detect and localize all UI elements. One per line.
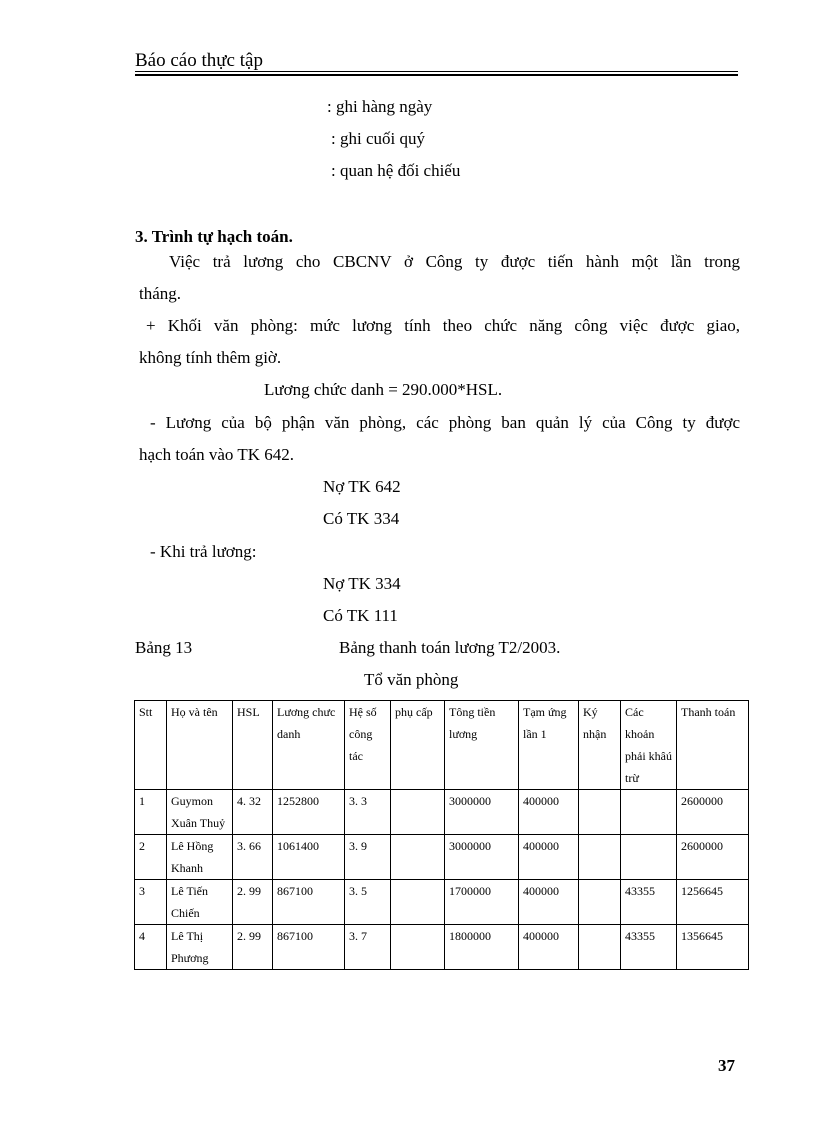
table-cell: 3. 3 bbox=[345, 790, 391, 835]
table-cell: 400000 bbox=[519, 925, 579, 970]
table-cell bbox=[621, 835, 677, 880]
table-cell: 3. 9 bbox=[345, 835, 391, 880]
header-cell: Hệ số công tác bbox=[345, 701, 391, 790]
table-title: Bảng thanh toán lương T2/2003. bbox=[339, 638, 561, 657]
entry-2-debit: Nợ TK 334 bbox=[323, 574, 401, 593]
table-cell: 867100 bbox=[273, 925, 345, 970]
table-cell: 1061400 bbox=[273, 835, 345, 880]
entry-1-debit: Nợ TK 642 bbox=[323, 477, 401, 496]
table-row bbox=[135, 880, 749, 925]
table-cell: 3000000 bbox=[445, 835, 519, 880]
paragraph-3-line-2: hạch toán vào TK 642. bbox=[139, 445, 295, 464]
table-cell bbox=[579, 925, 621, 970]
header-cell: phụ cấp bbox=[391, 701, 445, 790]
paragraph-3-line-1: - Lương của bộ phận văn phòng, các phòng ban quản lý của Công ty được bbox=[150, 413, 740, 432]
table-cell: 400000 bbox=[519, 880, 579, 925]
table-cell: 1356645 bbox=[677, 925, 749, 970]
header-cell: Lương chưc danh bbox=[273, 701, 345, 790]
table-cell: 4 bbox=[135, 925, 167, 970]
table-cell: 1256645 bbox=[677, 880, 749, 925]
table-row bbox=[135, 925, 749, 970]
header-cell: Thanh toán bbox=[677, 701, 749, 790]
entry-2-credit: Có TK 111 bbox=[323, 606, 398, 625]
table-header-row bbox=[135, 701, 749, 790]
table-cell: 3000000 bbox=[445, 790, 519, 835]
header-cell: Ký nhận bbox=[579, 701, 621, 790]
section-heading: 3. Trình tự hạch toán. bbox=[135, 227, 293, 246]
table-cell: 2600000 bbox=[677, 790, 749, 835]
header-rule-thick bbox=[135, 74, 738, 76]
table-cell: 4. 32 bbox=[233, 790, 273, 835]
table-row bbox=[135, 790, 749, 835]
table-cell: 3 bbox=[135, 880, 167, 925]
table-cell bbox=[579, 880, 621, 925]
paragraph-1-line-1: Việc trả lương cho CBCNV ở Công ty được tiến hành một lần trong bbox=[169, 252, 740, 271]
table-cell: 867100 bbox=[273, 880, 345, 925]
table-cell bbox=[391, 835, 445, 880]
table-cell bbox=[621, 790, 677, 835]
header-cell: Stt bbox=[135, 701, 167, 790]
table-label: Bảng 13 bbox=[135, 638, 193, 657]
table-cell: Lê Tiến Chiến bbox=[167, 880, 233, 925]
payroll-table bbox=[134, 700, 749, 970]
salary-formula: Lương chức danh = 290.000*HSL. bbox=[264, 380, 503, 399]
header-cell: Tạm ứng lần 1 bbox=[519, 701, 579, 790]
table-cell bbox=[579, 790, 621, 835]
table-cell: 2. 99 bbox=[233, 925, 273, 970]
table-cell: 3. 5 bbox=[345, 880, 391, 925]
paragraph-4: - Khi trả lương: bbox=[150, 542, 257, 561]
table-cell: 1 bbox=[135, 790, 167, 835]
table-row bbox=[135, 835, 749, 880]
page-number: 37 bbox=[718, 1056, 735, 1075]
legend-item-quarterly: : ghi cuối quý bbox=[331, 129, 425, 148]
table-cell: 1800000 bbox=[445, 925, 519, 970]
table-cell: 1252800 bbox=[273, 790, 345, 835]
legend-item-daily: : ghi hàng ngày bbox=[327, 97, 433, 116]
table-cell bbox=[391, 925, 445, 970]
table-cell: Lê Hồng Khanh bbox=[167, 835, 233, 880]
table-cell: Lê Thị Phương bbox=[167, 925, 233, 970]
header-cell: Tông tiền lương bbox=[445, 701, 519, 790]
table-cell bbox=[391, 790, 445, 835]
legend-item-reconcile: : quan hệ đối chiếu bbox=[331, 161, 461, 180]
header-cell: HSL bbox=[233, 701, 273, 790]
entry-1-credit: Có TK 334 bbox=[323, 509, 400, 528]
table-subtitle: Tổ văn phòng bbox=[364, 670, 459, 689]
table-cell: 400000 bbox=[519, 835, 579, 880]
table-cell: 43355 bbox=[621, 925, 677, 970]
table-cell: 400000 bbox=[519, 790, 579, 835]
table-cell: 3. 66 bbox=[233, 835, 273, 880]
paragraph-2-line-2: không tính thêm giờ. bbox=[139, 348, 282, 367]
paragraph-1-line-2: tháng. bbox=[139, 284, 182, 303]
table-cell bbox=[391, 880, 445, 925]
table-cell: 2600000 bbox=[677, 835, 749, 880]
header-cell: Họ và tên bbox=[167, 701, 233, 790]
page-header-title: Báo cáo thực tập bbox=[135, 50, 263, 71]
table-cell: 2 bbox=[135, 835, 167, 880]
table-cell: 1700000 bbox=[445, 880, 519, 925]
table-cell: 43355 bbox=[621, 880, 677, 925]
header-cell: Các khoản phải khâú trừ bbox=[621, 701, 677, 790]
table-cell: 3. 7 bbox=[345, 925, 391, 970]
header-rule-thin bbox=[135, 71, 738, 72]
table-cell: Guymon Xuân Thuỷ bbox=[167, 790, 233, 835]
table-cell bbox=[579, 835, 621, 880]
table-cell: 2. 99 bbox=[233, 880, 273, 925]
paragraph-2-line-1: + Khối văn phòng: mức lương tính theo chức năng công việc được giao, bbox=[146, 316, 740, 335]
